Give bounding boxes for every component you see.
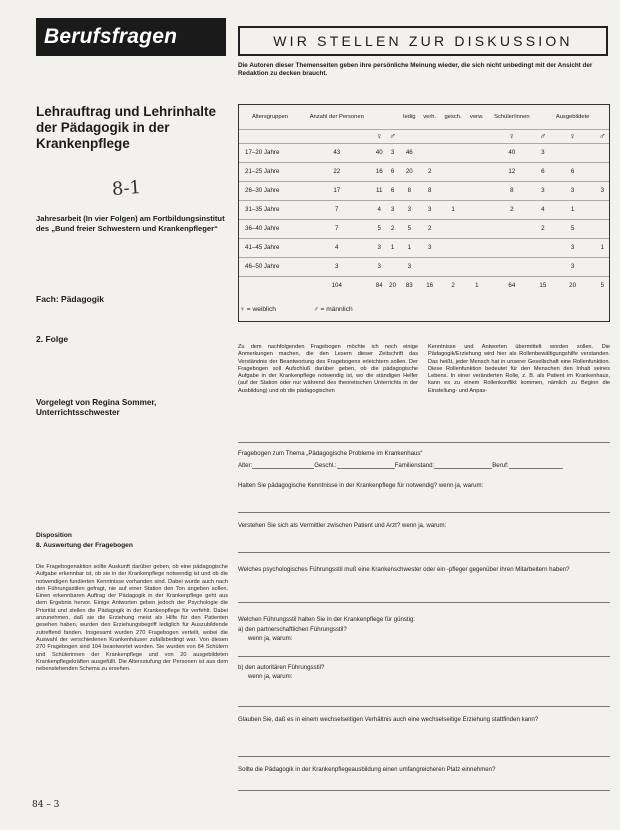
subject-label: Fach: Pädagogik	[36, 294, 105, 304]
table-row	[239, 143, 609, 162]
table-cell	[440, 238, 466, 257]
table-cell: 22	[301, 162, 373, 181]
table-cell: 6	[550, 162, 596, 181]
table-cell: 3	[386, 200, 399, 219]
question-4a-why: wenn ja, warum:	[248, 635, 293, 642]
table-row	[239, 200, 609, 219]
author-line: Vorgelegt von Regina Sommer, Unterrichtsschwester	[36, 398, 157, 417]
age-group-cell: 17–20 Jahre	[239, 143, 301, 162]
table-cell	[488, 219, 537, 238]
legend-female: ♀ = weiblich	[240, 306, 276, 313]
table-header-cell: verh.	[419, 105, 440, 129]
table-cell: 2	[419, 162, 440, 181]
table-cell	[488, 257, 537, 276]
table-header-cell	[373, 105, 386, 129]
intro-text-left: Zu dem nachfolgenden Fragebogen möchte ich noch einige Anmerkungen machen, die den Lesern dieser Zeitschrift das Verständnis der Beantwortung des Fragebogens erleichtern sollen. Der Fragebogen soll Aufschluß darüber geben, ob die pädagogische Aufgabe in der Krankenpflege notwendig ist, wo die ständigen Helfer (auf der Station oder nur während des theoretischen Unterrichts in der Ausbildung) und ob die pädagogischen	[238, 344, 418, 394]
table-cell	[386, 257, 399, 276]
table-symbol-cell	[301, 129, 373, 143]
answer-line-6[interactable]	[238, 790, 610, 791]
question-4a: a) den partnerschaftlichen Führungsstil?	[238, 626, 347, 633]
question-4: Welchen Führungsstil halten Sie in der Krankenpflege für günstig:	[238, 616, 416, 623]
age-group-cell: 41–45 Jahre	[239, 238, 301, 257]
table-cell: 20	[399, 162, 419, 181]
table-symbol-cell	[440, 129, 466, 143]
answer-line-4a[interactable]	[238, 656, 610, 657]
table-header-cell	[596, 105, 609, 129]
table-row	[239, 219, 609, 238]
table-cell: 2	[419, 219, 440, 238]
table-cell: 6	[386, 181, 399, 200]
total-cell: 1	[475, 282, 479, 290]
answer-line-3[interactable]	[238, 602, 610, 603]
handwritten-note: 8-1	[111, 177, 142, 200]
status-input-line[interactable]	[434, 462, 492, 469]
question-6: Sollte die Pädagogik in der Krankenpflegeausbildung einen umfangreicheren Platz einnehmen?	[238, 766, 496, 773]
total-cell: 104	[331, 282, 342, 290]
table-header-cell: Anzahl der Personen	[301, 105, 373, 129]
table-symbol-cell: ♀	[488, 129, 537, 143]
article-title: Lehrauftrag und Lehrinhalte der Pädagogik in der Krankenpflege	[36, 104, 217, 151]
table-cell: 3	[301, 257, 373, 276]
article-subtitle: Jahresarbeit (In vier Folgen) am Fortbildungsinstitut des „Bund freier Schwestern und Krankenpfleger“	[36, 214, 225, 233]
table-cell: 3	[419, 238, 440, 257]
total-cell: 20	[569, 282, 577, 290]
left-body-text: Die Fragebogenaktion sollte Auskunft darüber geben, ob eine pädagogische Aufgabe erkennbar ist, ob sie in der Krankenpflege notwendig ist und ob die notwendigen fundierten Kenntnisse vorhanden sind. Dabei wurde auch nach den Führungsstilen gefragt, nie auf einer Station den Ton angeben sollen. Einen erkennbaren Auftrag der Pädagogik in der Krankenpflege geht aus dem Ergebnis hervor. Einige Antworten geben jedoch der Psychologie die Priorität und stellen die Pädagogik in der Krankenpflege für verfehlt. Dabei anzunehmen, daß sie die Erziehung meist als Hilfe für den Patienten gesehen haben, wurden den Erziehungsbegriff lediglich für Auszubildende zutreffend fanden. Insgesamt wurden 270 Fragebogen verteilt, wobei die Auswahl der verschiedenen Krankenhäuser zufallsbedingt war. Von diesen 270 Fragebogen sind 104 beantwortet worden. Sie wurden von 84 Schülern und Schülerinnen der Krankenpflege und von 20 ausgebildeten Krankenpflegekräften ausgefüllt. Die Altersstufung der Personen ist aus dem nebenstehenden Schema zu ersehen.	[36, 564, 228, 673]
total-cell: 5	[600, 282, 605, 290]
table-header-cell: Ausgebildete	[550, 105, 596, 129]
table-cell: 3	[550, 257, 596, 276]
answer-line-2[interactable]	[238, 552, 610, 553]
divider-line	[238, 442, 610, 443]
table-cell	[488, 238, 537, 257]
sequel-label: 2. Folge	[36, 334, 69, 344]
total-cell: 16	[426, 282, 434, 290]
table-header-cell: gesch.	[440, 105, 466, 129]
age-label: Alter:	[238, 462, 253, 469]
table-cell: 3	[550, 238, 596, 257]
age-group-cell: 21–25 Jahre	[239, 162, 301, 181]
table-cell: 3	[399, 200, 419, 219]
table-cell: 8	[488, 181, 537, 200]
question-4b-why: wenn ja, warum:	[248, 673, 293, 680]
job-input-line[interactable]	[509, 462, 563, 469]
table-cell: 8	[419, 181, 440, 200]
total-cell: 84	[375, 282, 383, 290]
table-symbol-cell	[419, 129, 440, 143]
legend-male: ♂ = männlich	[313, 306, 353, 313]
section-banner: Berufsfragen	[36, 18, 226, 56]
questionnaire-title: Fragebogen zum Thema „Pädagogische Probleme im Krankenhaus“	[238, 450, 423, 457]
table-cell: 40	[488, 143, 537, 162]
table-cell: 1	[399, 238, 419, 257]
page-number: 84 – 3	[32, 800, 60, 810]
table-cell	[440, 219, 466, 238]
table-symbol-cell	[239, 129, 301, 143]
table-cell: 5	[399, 219, 419, 238]
table-cell: 40	[373, 143, 386, 162]
question-5: Glauben Sie, daß es in einem wechselseitigen Verhältnis auch eine wechselseitige Erziehung stattfinden kann?	[238, 716, 539, 723]
table-cell: 1	[440, 200, 466, 219]
table-cell	[550, 143, 596, 162]
disposition-title: Disposition	[36, 532, 72, 539]
table-cell: 8	[399, 181, 419, 200]
table-cell	[536, 238, 549, 257]
status-label: Familienstand:	[394, 462, 435, 469]
editorial-disclaimer: Die Autoren dieser Themenseiten geben ihre persönliche Meinung wieder, die sich nicht unbedingt mit der Ansicht der Redaktion zu decken braucht.	[238, 62, 593, 77]
total-cell: 64	[508, 282, 516, 290]
table-symbol-cell: ♂	[596, 129, 609, 143]
total-cell: 20	[389, 282, 397, 290]
table-cell: 6	[386, 162, 399, 181]
table-cell: 12	[488, 162, 537, 181]
table-cell: 11	[373, 181, 386, 200]
table-cell	[419, 143, 440, 162]
answer-line-1[interactable]	[238, 512, 610, 513]
answer-line-5[interactable]	[238, 756, 610, 757]
table-cell	[440, 143, 466, 162]
statistics-grid	[239, 105, 609, 295]
table-cell: 3	[386, 143, 399, 162]
question-2: Verstehen Sie sich als Vermittler zwischen Patient und Arzt? wenn ja, warum:	[238, 522, 447, 529]
table-cell	[466, 181, 488, 200]
table-cell: 3	[536, 181, 549, 200]
table-cell	[596, 219, 609, 238]
age-statistics-table	[238, 104, 610, 322]
intro-text-right: Kenntnisse und Antworten übermittelt worden sollen. Die Pädagogik/Erziehung wird hier als Rollenbewältigungshilfe verstanden. Das heißt, jeder Mensch hat in unserer Gesellschaft eine Rollenfunktion. Diese Rollenfunktion bedeutet für den Menschen den Inhalt seines Lebens. In einer veränderten Rolle, z. B. als Patient im Krankenhaus, kann es zu einem Rollenkonflikt kommen, nämlich zu Beginn die Einstellung- und Anpas-	[428, 344, 610, 394]
table-symbol-cell	[466, 129, 488, 143]
table-cell: 3	[399, 257, 419, 276]
table-total-row	[239, 276, 609, 295]
table-cell: 46	[399, 143, 419, 162]
gender-label: Geschl.:	[314, 462, 337, 469]
table-cell: 7	[301, 200, 373, 219]
topic-heading: WIR STELLEN ZUR DISKUSSION	[238, 26, 608, 56]
table-cell	[466, 219, 488, 238]
table-cell: 3	[373, 238, 386, 257]
question-3: Welches psychologisches Führungsstil muß eine Krankenschwester oder ein -pfleger gegenüber ihren Mitarbeitern haben?	[238, 566, 570, 573]
table-cell: 2	[536, 219, 549, 238]
table-cell: 4	[536, 200, 549, 219]
table-cell	[536, 257, 549, 276]
table-cell: 1	[386, 238, 399, 257]
table-header-cell	[386, 105, 399, 129]
table-header-row	[239, 105, 609, 129]
table-header-cell	[536, 105, 549, 129]
age-input-line[interactable]	[252, 462, 314, 469]
table-header-cell: ledig	[399, 105, 419, 129]
age-group-cell: 36–40 Jahre	[239, 219, 301, 238]
table-cell	[466, 162, 488, 181]
table-cell: 17	[301, 181, 373, 200]
table-cell: 1	[596, 238, 609, 257]
question-1: Halten Sie pädagogische Kenntnisse in der Krankenpflege für notwendig? wenn ja, warum:	[238, 482, 484, 489]
table-symbol-cell: ♀	[550, 129, 596, 143]
table-cell: 4	[373, 200, 386, 219]
table-symbol-cell: ♀	[373, 129, 386, 143]
table-cell: 2	[386, 219, 399, 238]
table-cell: 5	[373, 219, 386, 238]
table-symbol-cell	[399, 129, 419, 143]
table-header-cell: Altersgruppen	[239, 105, 301, 129]
age-group-cell: 31–35 Jahre	[239, 200, 301, 219]
personal-data-fields	[238, 462, 610, 469]
table-cell: 5	[550, 219, 596, 238]
age-group-cell: 46–50 Jahre	[239, 257, 301, 276]
table-cell: 3	[596, 181, 609, 200]
total-cell	[239, 276, 301, 295]
job-label: Beruf:	[492, 462, 509, 469]
table-cell	[466, 257, 488, 276]
table-cell: 3	[550, 181, 596, 200]
total-cell: 83	[405, 282, 413, 290]
question-4b: b) den autoritären Führungsstil?	[238, 664, 325, 671]
table-cell	[466, 200, 488, 219]
table-cell	[419, 257, 440, 276]
table-cell: 43	[301, 143, 373, 162]
table-cell: 1	[550, 200, 596, 219]
table-cell: 3	[419, 200, 440, 219]
table-cell	[440, 162, 466, 181]
total-cell: 2	[451, 282, 455, 290]
gender-input-line[interactable]	[337, 462, 395, 469]
table-cell: 4	[301, 238, 373, 257]
table-cell: 7	[301, 219, 373, 238]
table-cell: 3	[536, 143, 549, 162]
table-row	[239, 257, 609, 276]
table-cell	[466, 238, 488, 257]
table-row	[239, 181, 609, 200]
table-cell	[596, 162, 609, 181]
disposition-subtitle: 8. Auswertung der Fragebogen	[36, 542, 133, 549]
table-cell: 3	[373, 257, 386, 276]
table-symbol-row	[239, 129, 609, 143]
table-cell	[596, 143, 609, 162]
total-cell: 15	[539, 282, 547, 290]
age-group-cell: 26–30 Jahre	[239, 181, 301, 200]
answer-line-4b[interactable]	[238, 706, 610, 707]
table-cell: 16	[373, 162, 386, 181]
table-cell: 6	[536, 162, 549, 181]
table-legend	[240, 306, 389, 313]
table-header-cell: verw.	[466, 105, 488, 129]
table-row	[239, 162, 609, 181]
table-row	[239, 238, 609, 257]
table-cell: 2	[488, 200, 537, 219]
table-header-cell: Schüler/innen	[488, 105, 537, 129]
table-cell	[466, 143, 488, 162]
table-cell	[596, 200, 609, 219]
table-symbol-cell: ♂	[386, 129, 399, 143]
table-cell	[440, 181, 466, 200]
table-symbol-cell: ♂	[536, 129, 549, 143]
table-cell	[596, 257, 609, 276]
table-cell	[440, 257, 466, 276]
